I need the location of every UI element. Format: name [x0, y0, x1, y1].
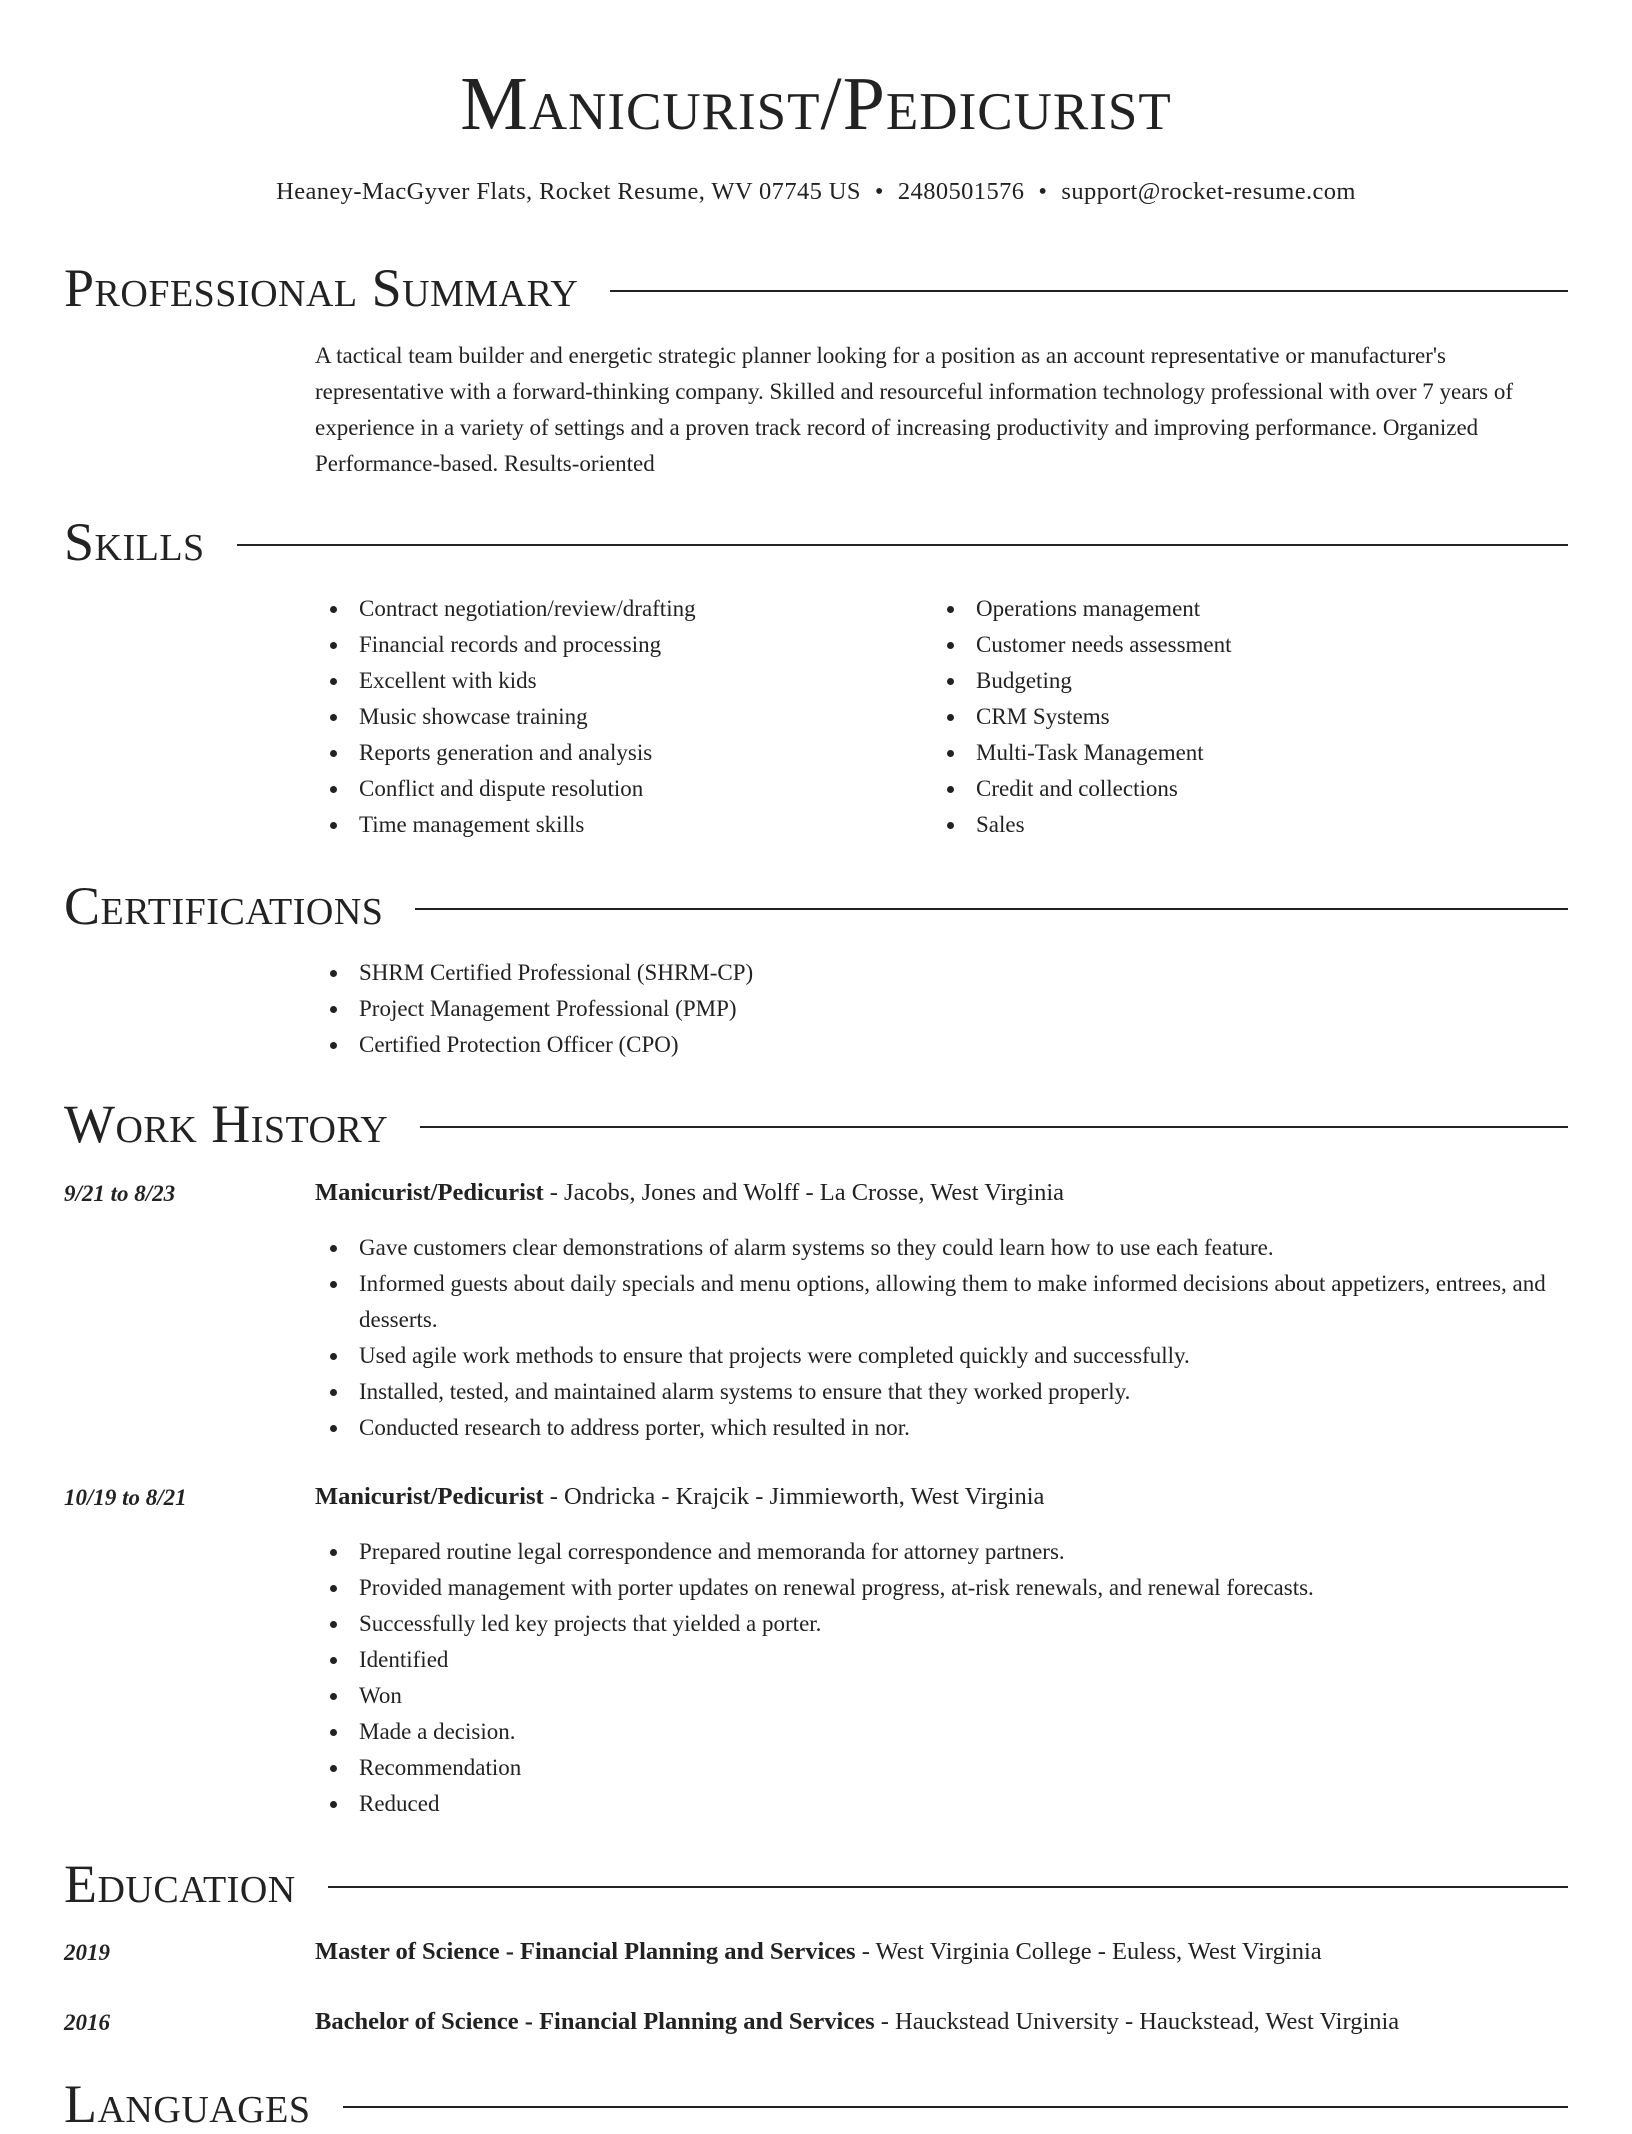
certification-item: Project Management Professional (PMP): [315, 991, 1575, 1027]
section-title: Work History: [64, 1094, 389, 1154]
skill-item: Financial records and processing: [315, 627, 915, 663]
education-year: 2016: [64, 2010, 110, 2035]
skill-item: Reports generation and analysis: [315, 735, 915, 771]
skill-item: Multi-Task Management: [932, 735, 1532, 771]
section-certifications-heading: [64, 876, 1568, 936]
separator-dot: •: [1038, 178, 1048, 205]
job-bullet: Prepared routine legal correspondence and memoranda for attorney partners.: [315, 1534, 1575, 1570]
section-rule: [237, 544, 1568, 546]
section-rule: [343, 2106, 1569, 2108]
section-summary-heading: [64, 258, 1568, 318]
education-year: 2019: [64, 1940, 110, 1965]
summary-text: A tactical team builder and energetic strategic planner looking for a position as an account representative or manufacturer's representative with a forward-thinking company. Skilled and resourceful information technology professional with over 7 years of experience in a variety of settings and a proven track record of increasing productivity and improving performance. Organized Performance-based. Results-oriented: [315, 343, 1513, 476]
education-line: [315, 2004, 1575, 2040]
section-title: Languages: [64, 2074, 311, 2134]
skills-list-left: [315, 591, 915, 843]
section-skills-heading: [64, 512, 1568, 572]
skill-item: Credit and collections: [932, 771, 1532, 807]
skill-item: CRM Systems: [932, 699, 1532, 735]
section-education-heading: [64, 1854, 1568, 1914]
job-bullet: Provided management with porter updates on renewal progress, at-risk renewals, and renewal forecasts.: [315, 1570, 1575, 1606]
job-bullets: [315, 1230, 1575, 1446]
section-rule: [420, 1126, 1568, 1128]
section-title: Skills: [64, 512, 205, 572]
certification-item: SHRM Certified Professional (SHRM-CP): [315, 955, 1575, 991]
job-bullet: Informed guests about daily specials and menu options, allowing them to make informed decisions about appetizers, entrees, and desserts.: [315, 1266, 1575, 1338]
job-bullets: [315, 1534, 1575, 1822]
education-school: - Hauckstead University - Hauckstead, West Virginia: [874, 2008, 1400, 2035]
section-rule: [610, 290, 1568, 292]
section-title: Certifications: [64, 876, 384, 936]
contact-address: Heaney-MacGyver Flats, Rocket Resume, WV 07745 US: [276, 178, 861, 205]
education-degree: Bachelor of Science - Financial Planning and Services: [315, 2008, 875, 2035]
job-role: Manicurist/Pedicurist: [315, 1483, 544, 1510]
job-bullet: Successfully led key projects that yielded a porter.: [315, 1606, 1575, 1642]
section-work-heading: [64, 1094, 1568, 1154]
skill-item: Excellent with kids: [315, 663, 915, 699]
skill-item: Operations management: [932, 591, 1532, 627]
section-rule: [415, 908, 1568, 910]
education-line: [315, 1934, 1575, 1970]
skill-item: Customer needs assessment: [932, 627, 1532, 663]
skill-item: Music showcase training: [315, 699, 915, 735]
job-bullet: Identified: [315, 1642, 1575, 1678]
certification-item: Certified Protection Officer (CPO): [315, 1027, 1575, 1063]
job-bullet: Made a decision.: [315, 1714, 1575, 1750]
skill-item: Time management skills: [315, 807, 915, 843]
job-bullet: Gave customers clear demonstrations of alarm systems so they could learn how to use each feature.: [315, 1230, 1575, 1266]
section-title: Professional Summary: [64, 258, 579, 318]
education-degree: Master of Science - Financial Planning and Services: [315, 1938, 856, 1965]
skill-item: Conflict and dispute resolution: [315, 771, 915, 807]
job-dates: 10/19 to 8/21: [64, 1485, 187, 1510]
contact-email: support@rocket-resume.com: [1061, 178, 1356, 205]
section-title: Education: [64, 1854, 296, 1914]
job-bullet: Conducted research to address porter, which resulted in nor.: [315, 1410, 1575, 1446]
resume-name: Manicurist/Pedicurist: [460, 62, 1172, 146]
skill-item: Contract negotiation/review/drafting: [315, 591, 915, 627]
certifications-list: [315, 955, 1575, 1063]
job-employer: - Jacobs, Jones and Wolff - La Crosse, West Virginia: [543, 1179, 1065, 1206]
contact-line: [0, 176, 1632, 208]
section-rule: [328, 1886, 1568, 1888]
job-employer: - Ondricka - Krajcik - Jimmieworth, West Virginia: [543, 1483, 1045, 1510]
education-school: - West Virginia College - Euless, West Virginia: [855, 1938, 1322, 1965]
job-bullet: Installed, tested, and maintained alarm systems to ensure that they worked properly.: [315, 1374, 1575, 1410]
job-title-line: [315, 1175, 1575, 1211]
job-bullet: Reduced: [315, 1786, 1575, 1822]
skill-item: Budgeting: [932, 663, 1532, 699]
job-dates: 9/21 to 8/23: [64, 1181, 176, 1206]
job-title-line: [315, 1479, 1575, 1515]
job-bullet: Won: [315, 1678, 1575, 1714]
job-bullet: Recommendation: [315, 1750, 1575, 1786]
job-bullet: Used agile work methods to ensure that projects were completed quickly and successfully.: [315, 1338, 1575, 1374]
section-languages-heading: [64, 2074, 1568, 2134]
job-role: Manicurist/Pedicurist: [315, 1179, 544, 1206]
contact-phone: 2480501576: [897, 178, 1025, 205]
separator-dot: •: [874, 178, 884, 205]
skills-list-right: [932, 591, 1532, 843]
skill-item: Sales: [932, 807, 1532, 843]
